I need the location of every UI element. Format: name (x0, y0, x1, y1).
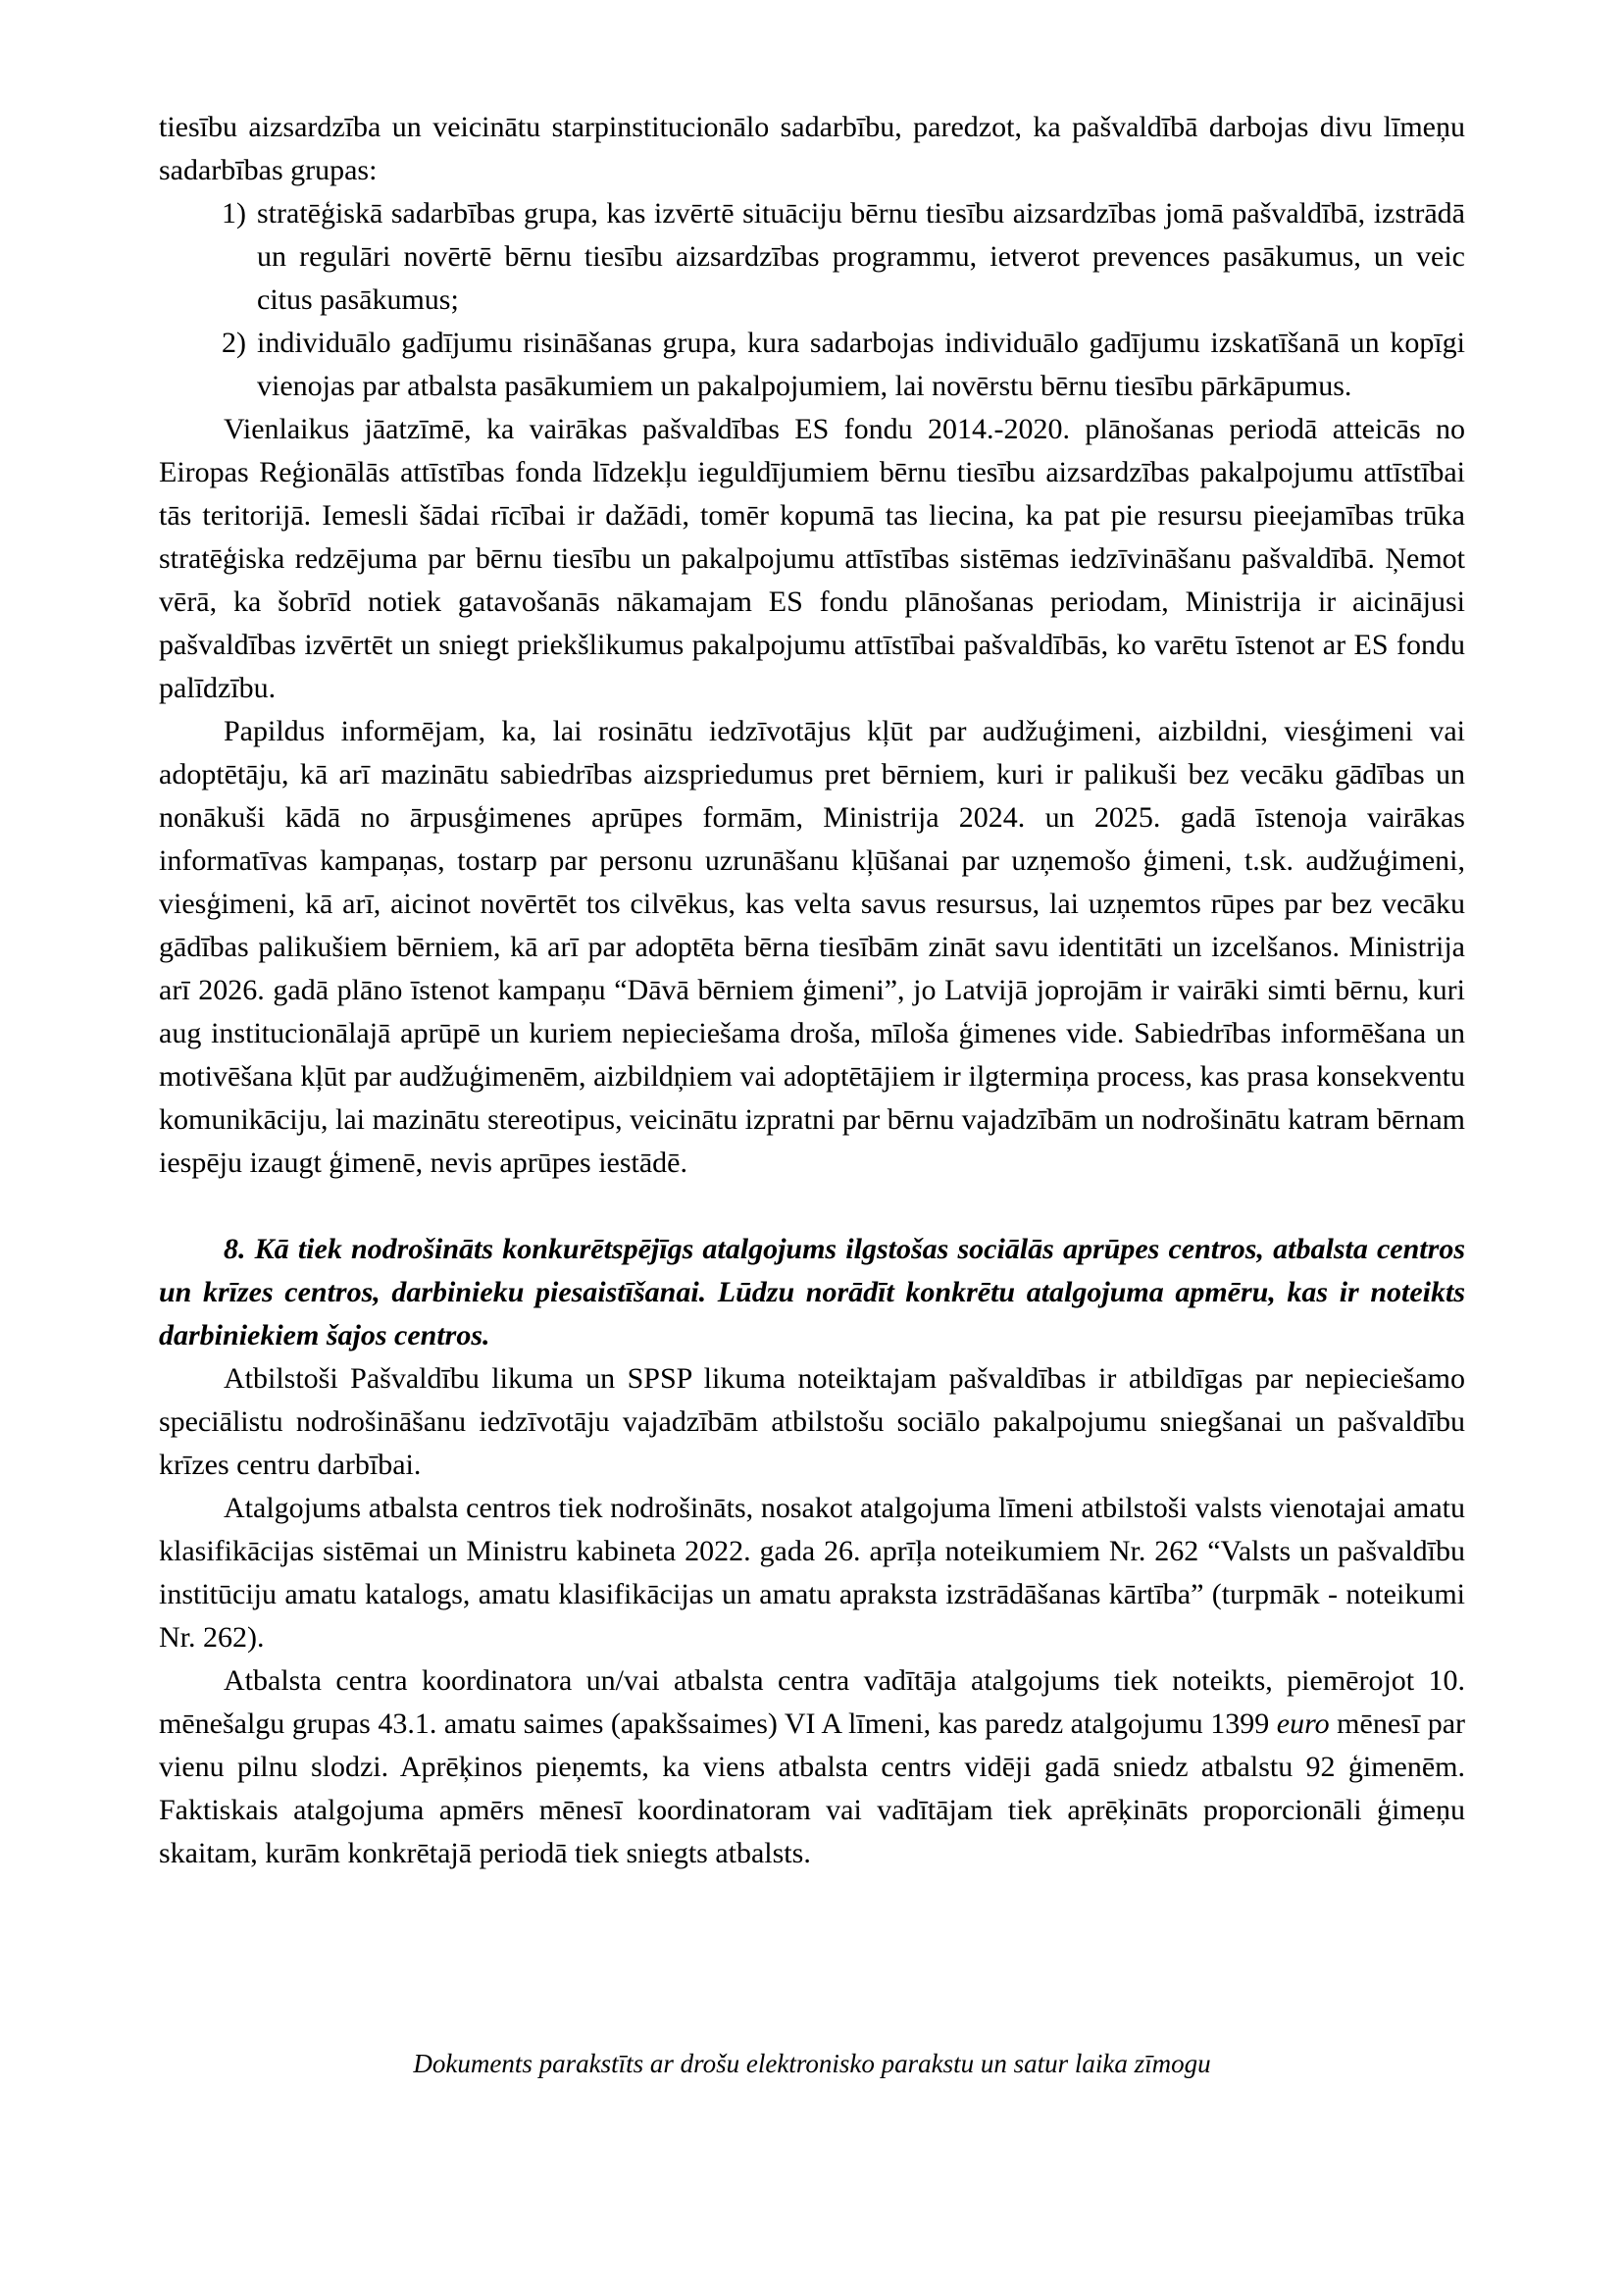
list-item-2-marker: 2) (222, 327, 246, 359)
list-item-1-marker: 1) (222, 197, 246, 229)
euro-italic-text: euro (1276, 1708, 1330, 1740)
numbered-list (222, 192, 1465, 408)
paragraph-answer-responsibility: Atbilstoši Pašvaldību likuma un SPSP likuma noteiktajam pašvaldības ir atbildīgas par nepieciešamo speciālistu nodrošināšanu iedzīvotāju vajadzībām atbilstošu sociālo pakalpojumu sniegšanai un pašvaldību krīzes centru darbībai. (159, 1362, 1465, 1481)
signature-footer: Dokuments parakstīts ar drošu elektronisko parakstu un satur laika zīmogu (413, 2049, 1211, 2078)
salary-text-after-euro: mēnesī par vienu pilnu slodzi. Aprēķinos pieņemts, ka viens atbalsta centrs vidēji gadā sniedz atbalstu 92 ģimenēm. Faktiskais atalgojuma apmērs mēnesī koordinatoram vai vadītājam tiek aprēķināts proporcionāli ģimeņu skaitam, kurām konkrētajā periodā tiek sniegts atbalsts. (159, 1708, 1466, 1869)
paragraph-es-funds: Vienlaikus jāatzīmē, ka vairākas pašvaldības ES fondu 2014.-2020. plānošanas periodā atteicās no Eiropas Reģionālās attīstības fonda līdzekļu ieguldījumiem bērnu tiesību aizsardzības pakalpojumu attīstībai tās teritorijā. Iemesli šādai rīcībai ir dažādi, tomēr kopumā tas liecina, ka pat pie resursu pieejamības trūka stratēģiska redzējuma par bērnu tiesību un pakalpojumu attīstības sistēmas iedzīvināšanu pašvaldībā. Ņemot vērā, ka šobrīd notiek gatavošanās nākamajam ES fondu plānošanas periodam, Ministrija ir aicinājusi pašvaldības izvērtēt un sniegt priekšlikumus pakalpojumu attīstībai pašvaldībās, ko varētu īstenot ar ES fondu palīdzību. (159, 413, 1465, 704)
paragraph-campaigns: Papildus informējam, ka, lai rosinātu iedzīvotājus kļūt par audžuģimeni, aizbildni, viesģimeni vai adoptētāju, kā arī mazinātu sabiedrības aizspriedumus pret bērniem, kuri ir palikuši bez vecāku gādības un nonākuši kādā no ārpusģimenes aprūpes formām, Ministrija 2024. un 2025. gadā īstenoja vairākas informatīvas kampaņas, tostarp par personu uzrunāšanu kļūšanai par uzņemošo ģimeni, t.sk. audžuģimeni, viesģimeni, kā arī, aicinot novērtēt tos cilvēkus, kas velta savus resursus, lai uzņemtos rūpes par bez vecāku gādības palikušiem bērniem, kā arī par adoptēta bērna tiesībām zināt savu identitāti un izcelšanos. Ministrija arī 2026. gadā plāno īstenot kampaņu “Dāvā bērniem ģimeni”, jo Latvijā joprojām ir vairāki simti bērnu, kuri aug institucionālajā aprūpē un kuriem nepieciešama droša, mīloša ģimenes vide. Sabiedrības informēšana un motivēšana kļūt par audžuģimenēm, aizbildņiem vai adoptētājiem ir ilgtermiņa process, kas prasa konsekventu komunikāciju, lai mazinātu stereotipus, veicinātu izpratni par bērnu vajadzībām un nodrošinātu katram bērnam iespēju izaugt ģimenē, nevis aprūpes iestādē. (159, 715, 1465, 1179)
paragraph-answer-classification: Atalgojums atbalsta centros tiek nodrošināts, nosakot atalgojuma līmeni atbilstoši valsts vienotajai amatu klasifikācijas sistēmai un Ministru kabineta 2022. gada 26. aprīļa noteikumiem Nr. 262 “Valsts un pašvaldību institūciju amatu katalogs, amatu klasifikācijas un amatu apraksta izstrādāšanas kārtība” (turpmāk - noteikumi Nr. 262). (159, 1492, 1465, 1654)
list-item-1 (222, 192, 1465, 322)
list-item-1-text: stratēģiskā sadarbības grupa, kas izvērtē situāciju bērnu tiesību aizsardzības jomā pašvaldībā, izstrādā un regulāri novērtē bērnu tiesību aizsardzības programmu, ietverot prevences pasākumus, un veic citus pasākumus; (257, 197, 1465, 316)
salary-text-before-euro: Atbalsta centra koordinatora un/vai atbalsta centra vadītāja atalgojums tiek noteikts, piemērojot 10. mēnešalgu grupas 43.1. amatu saimes (apakšsaimes) VI A līmeni, kas paredz atalgojumu 1399 (159, 1664, 1465, 1740)
list-item-2-text: individuālo gadījumu risināšanas grupa, kura sadarbojas individuālo gadījumu izskatīšanā un kopīgi vienojas par atbalsta pasākumiem un pakalpojumiem, lai novērstu bērnu tiesību pārkāpumus. (257, 327, 1465, 402)
question-8-heading: 8. Kā tiek nodrošināts konkurētspējīgs atalgojums ilgstošas sociālās aprūpes centros, atbalsta centros un krīzes centros, darbinieku piesaistīšanai. Lūdzu norādīt konkrētu atalgojuma apmēru, kas ir noteikts darbiniekiem šajos centros. (159, 1233, 1465, 1351)
list-item-2 (222, 322, 1465, 408)
paragraph-answer-salary (159, 1659, 1465, 1875)
paragraph-intro-continuation: tiesību aizsardzība un veicinātu starpinstitucionālo sadarbību, paredzot, ka pašvaldībā darbojas divu līmeņu sadarbības grupas: (159, 111, 1465, 186)
